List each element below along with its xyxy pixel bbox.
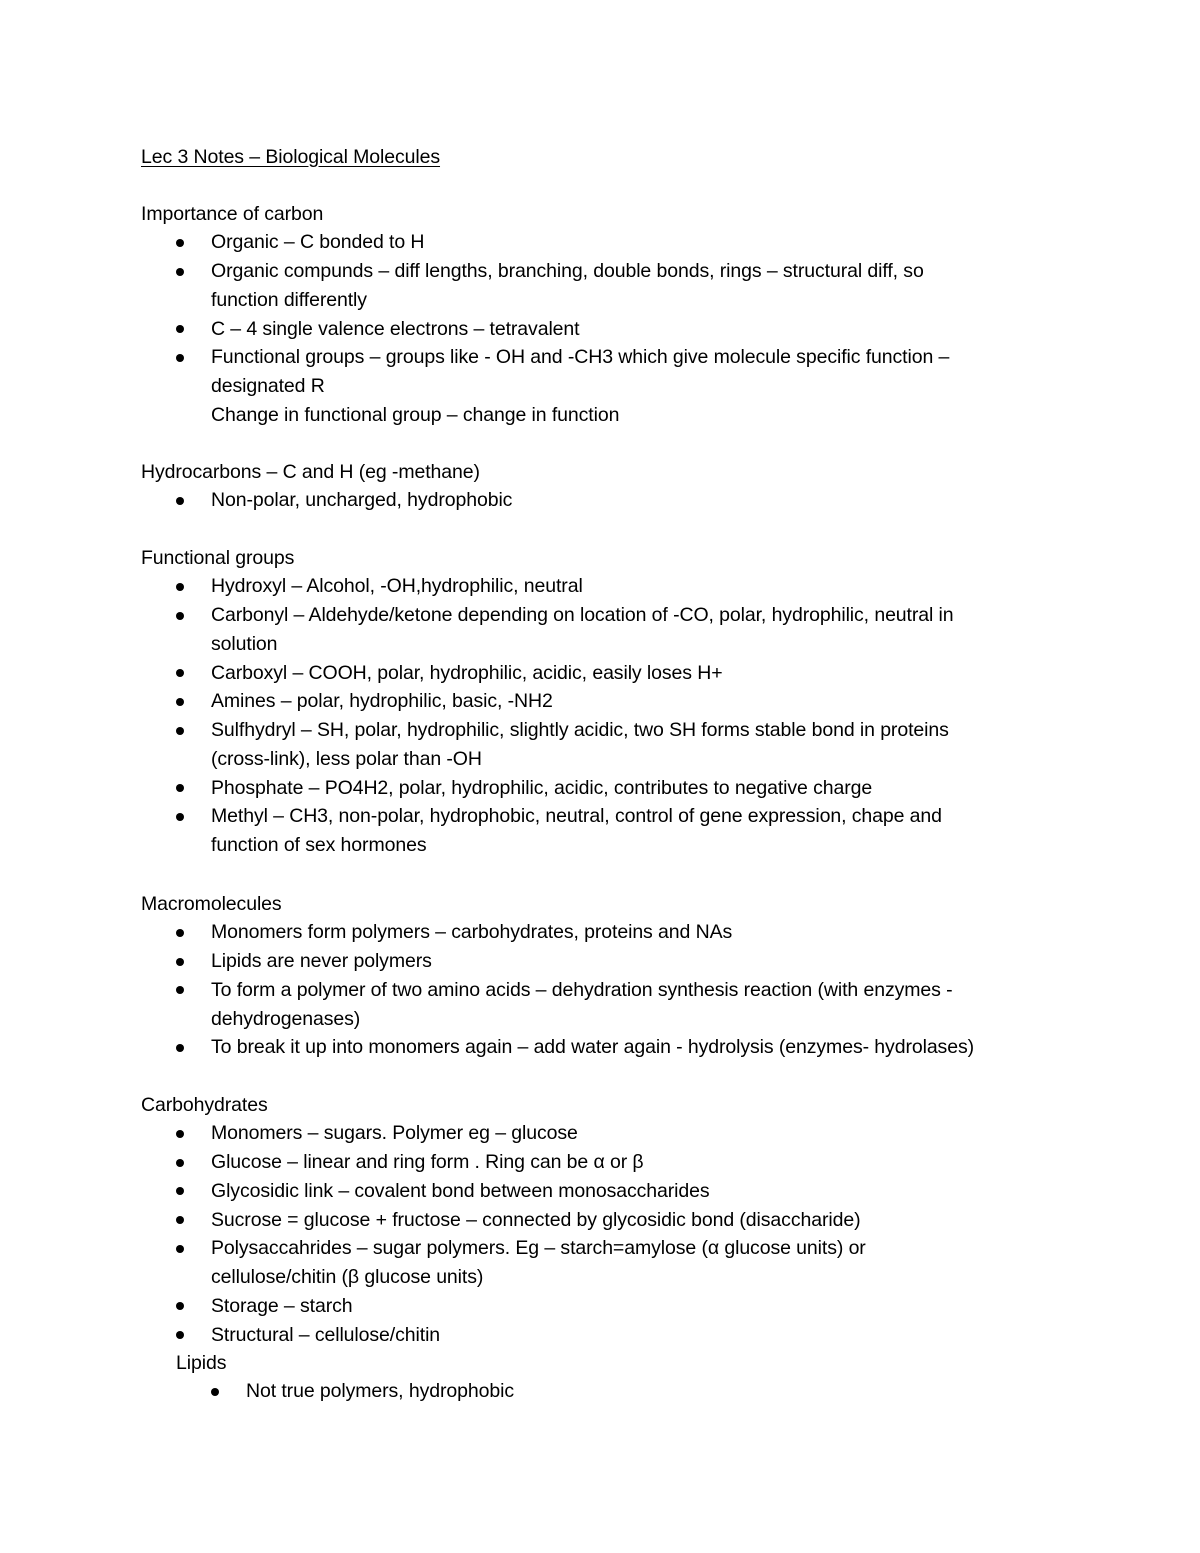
list-item: Methyl – CH3, non-polar, hydrophobic, neutral, control of gene expression, chape and xyxy=(211,805,942,828)
list-item: Storage – starch xyxy=(211,1294,353,1317)
bullet-icon xyxy=(176,1187,184,1195)
bullet-icon xyxy=(176,354,184,362)
list-item: Sucrose = glucose + fructose – connected by glycosidic bond (disaccharide) xyxy=(211,1208,861,1231)
list-item-continuation: dehydrogenases) xyxy=(211,1007,361,1030)
list-item: Sulfhydryl – SH, polar, hydrophilic, slightly acidic, two SH forms stable bond in proteins xyxy=(211,719,949,741)
list-item: Not true polymers, hydrophobic xyxy=(246,1380,514,1403)
list-item: Glycosidic link – covalent bond between monosaccharides xyxy=(211,1179,710,1202)
list-item-continuation: function of sex hormones xyxy=(211,834,427,856)
section-heading: Importance of carbon xyxy=(141,202,324,225)
bullet-icon xyxy=(176,612,184,620)
list-item: Carbonyl – Aldehyde/ketone depending on location of -CO, polar, hydrophilic, neutral in xyxy=(211,604,954,626)
bullet-icon xyxy=(176,1302,184,1310)
list-item: Lipids are never polymers xyxy=(211,950,432,972)
list-item: Glucose – linear and ring form . Ring can be α or β xyxy=(211,1151,644,1173)
list-item-continuation: solution xyxy=(211,632,278,655)
bullet-icon xyxy=(176,583,184,591)
list-item: C – 4 single valence electrons – tetravalent xyxy=(211,317,580,340)
list-item: To break it up into monomers again – add water again - hydrolysis (enzymes- hydrolases) xyxy=(211,1036,974,1059)
list-item: Monomers form polymers – carbohydrates, proteins and NAs xyxy=(211,921,733,944)
list-item-continuation: (cross-link), less polar than -OH xyxy=(211,747,482,770)
section-heading: Carbohydrates xyxy=(141,1093,268,1116)
bullet-icon xyxy=(176,784,184,792)
bullet-icon xyxy=(176,929,184,937)
bullet-icon xyxy=(176,1216,184,1224)
bullet-icon xyxy=(211,1388,219,1396)
list-item: Hydroxyl – Alcohol, -OH,hydrophilic, neutral xyxy=(211,575,583,598)
bullet-icon xyxy=(176,1331,184,1339)
bullet-icon xyxy=(176,325,184,333)
list-item-continuation: function differently xyxy=(211,288,367,311)
list-item: To form a polymer of two amino acids – dehydration synthesis reaction (with enzymes - xyxy=(211,978,953,1001)
bullet-icon xyxy=(176,268,184,276)
list-item: Phosphate – PO4H2, polar, hydrophilic, acidic, contributes to negative charge xyxy=(211,776,873,799)
list-item: Organic – C bonded to H xyxy=(211,231,425,254)
bullet-icon xyxy=(176,497,184,505)
section-heading: Hydrocarbons – C and H (eg -methane) xyxy=(141,460,480,483)
list-item: Non-polar, uncharged, hydrophobic xyxy=(211,489,513,512)
list-item: Structural – cellulose/chitin xyxy=(211,1323,441,1346)
bullet-icon xyxy=(176,1130,184,1138)
list-item: Polysaccahrides – sugar polymers. Eg – starch=amylose (α glucose units) or xyxy=(211,1237,866,1260)
page-title: Lec 3 Notes – Biological Molecules xyxy=(141,145,441,168)
list-item: Carboxyl – COOH, polar, hydrophilic, acidic, easily loses H+ xyxy=(211,661,723,684)
bullet-icon xyxy=(176,1044,184,1052)
bullet-icon xyxy=(176,1245,184,1253)
bullet-icon xyxy=(176,698,184,706)
list-item: Functional groups – groups like - OH and -CH3 which give molecule specific function – xyxy=(211,346,950,369)
bullet-icon xyxy=(176,958,184,966)
bullet-icon xyxy=(176,1159,184,1167)
list-item-continuation: cellulose/chitin (β glucose units) xyxy=(211,1266,484,1288)
list-item-continuation: designated R xyxy=(211,375,325,397)
list-item: Amines – polar, hydrophilic, basic, -NH2 xyxy=(211,690,553,713)
bullet-icon xyxy=(176,727,184,735)
bullet-icon xyxy=(176,986,184,994)
bullet-icon xyxy=(176,669,184,677)
section-heading: Macromolecules xyxy=(141,892,282,915)
list-item-continuation: Change in functional group – change in function xyxy=(211,403,620,426)
list-item: Organic compunds – diff lengths, branching, double bonds, rings – structural diff, so xyxy=(211,260,924,282)
bullet-icon xyxy=(176,813,184,821)
section-heading: Lipids xyxy=(176,1351,227,1374)
list-item: Monomers – sugars. Polymer eg – glucose xyxy=(211,1122,578,1145)
section-heading: Functional groups xyxy=(141,546,295,569)
bullet-icon xyxy=(176,239,184,247)
